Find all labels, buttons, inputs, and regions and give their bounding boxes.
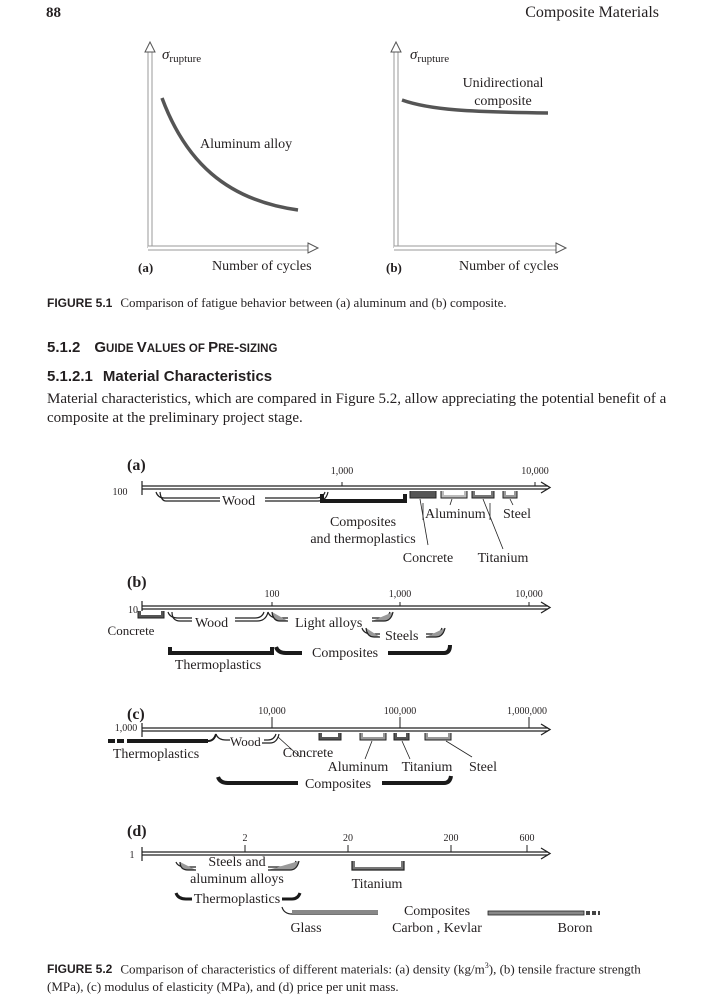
fig52d-thermoplastics-label: Thermoplastics: [193, 892, 281, 907]
figure-5-1-caption: [47, 294, 677, 312]
fig52b-tick-100: 100: [264, 589, 280, 600]
fig52d-tick-200: 200: [443, 833, 459, 844]
fig52a-composites-label-2: and thermoplastics: [310, 532, 416, 547]
fig52a-wood-label: Wood: [222, 494, 256, 509]
fig52a-aluminum-label: Aluminum: [425, 507, 486, 522]
fig51a-y-label: $\sigma_{rupture}$: [162, 47, 202, 65]
fig52a-tick-1000: 1,000: [330, 466, 354, 477]
fig52b-composites-label: Composites: [312, 646, 379, 661]
figure-5-2-caption-sup: 3: [484, 961, 489, 970]
fig52d-glass-label: Glass: [290, 921, 322, 936]
fig52c-titanium-label: Titanium: [401, 760, 453, 775]
fig52c-composites-label: Composites: [304, 777, 372, 792]
fig51a-panel-label: (a): [138, 260, 154, 275]
fig52c-tick-10000: 10,000: [258, 706, 286, 717]
fig52d-label: (d): [127, 823, 147, 840]
fig52b-light-alloys-label: Light alloys: [295, 616, 363, 631]
fig52c-concrete-label: Concrete: [282, 746, 334, 761]
page-number: 88: [46, 5, 61, 21]
body-paragraph: Material characteristics, which are compared in Figure 5.2, allow appreciating the potential benefit of a composite at the preliminary project stage.: [47, 391, 667, 426]
fig51b-curve-label-1: Unidirectional: [462, 76, 544, 91]
section-heading: [47, 339, 277, 356]
fig51b-y-label: $\sigma_{rupture}$: [410, 47, 450, 65]
fig52d-steels-label-1: Steels and: [208, 855, 266, 870]
fig52b-tick-10000: 10,000: [515, 589, 543, 600]
fig52c-tick-100000: 100,000: [383, 706, 417, 717]
fig51a-x-label: Number of cycles: [212, 259, 312, 274]
fig51a-curve-label: Aluminum alloy: [200, 137, 293, 152]
fig51a-curve: [162, 98, 298, 210]
fig52c: [108, 706, 550, 792]
fig52d-boron-label: Boron: [557, 921, 593, 936]
fig52c-thermoplastics-label: Thermoplastics: [112, 747, 200, 762]
figure-5-1-caption-text: Comparison of fatigue behavior between (a) aluminum and (b) composite.: [120, 295, 507, 310]
fig52a: [113, 457, 551, 566]
figure-5-2-caption-text-1: Comparison of characteristics of different materials: (a) density (kg/m: [120, 961, 485, 977]
fig52c-wood-label: Wood: [230, 734, 261, 749]
fig52a-label: (a): [127, 457, 146, 474]
fig52d: [127, 823, 600, 936]
fig52b: [108, 574, 550, 673]
fig52b-steels-label: Steels: [385, 629, 419, 644]
section-title: GUIDE VALUES OF PRE-SIZING: [94, 339, 278, 356]
subsection-heading: [47, 368, 272, 385]
fig52d-carbon-kevlar-label: Carbon , Kevlar: [392, 921, 482, 936]
fig52c-tick-1000: 1,000: [114, 723, 138, 734]
running-title: Composite Materials: [525, 4, 659, 21]
fig52d-steels-label-2: aluminum alloys: [190, 872, 284, 887]
figure-5-1-label: FIGURE 5.1: [47, 296, 113, 310]
fig52d-tick-600: 600: [519, 833, 535, 844]
fig51b-axes: [391, 42, 566, 253]
fig52a-concrete-label: Concrete: [402, 551, 454, 566]
fig52c-label: (c): [127, 706, 145, 723]
fig52b-label: (b): [127, 574, 147, 591]
fig52b-tick-1000: 1,000: [388, 589, 412, 600]
fig52d-titanium-label: Titanium: [351, 877, 403, 892]
subsection-number: 5.1.2.1: [47, 368, 93, 385]
fig52d-tick-1: 1: [129, 850, 135, 861]
fig52c-tick-1000000: 1,000,000: [507, 706, 547, 717]
figure-5-2: [0, 445, 717, 1005]
subsection-title: Material Characteristics: [102, 368, 273, 385]
fig52a-composites-label-1: Composites: [329, 515, 397, 530]
fig52c-aluminum-label: Aluminum: [327, 760, 389, 775]
fig52d-tick-20: 20: [343, 833, 353, 844]
fig52b-thermoplastics-label: Thermoplastics: [174, 658, 262, 673]
figure-5-2-label: FIGURE 5.2: [47, 962, 113, 977]
figure-5-1: [0, 0, 717, 290]
figure-5-2-caption-text-2: ), (b) tensile fracture strength (MPa), (c) modulus of elasticity (MPa), and (d) price per unit mass.: [47, 961, 641, 995]
fig51b-x-label: Number of cycles: [459, 259, 559, 274]
fig52a-tick-10000: 10,000: [521, 466, 549, 477]
fig52a-titanium-label: Titanium: [477, 551, 529, 566]
fig51b-curve-label-2: composite: [474, 94, 532, 109]
fig52b-wood-label: Wood: [195, 616, 229, 631]
section-number: 5.1.2: [47, 339, 81, 356]
fig52b-concrete-label: Concrete: [107, 623, 155, 638]
fig51b-panel-label: (b): [386, 260, 402, 275]
fig52a-steel-label: Steel: [503, 507, 531, 522]
fig52a-tick-100: 100: [112, 487, 128, 498]
fig52c-steel-label: Steel: [469, 760, 497, 775]
fig52d-composites-label: Composites: [403, 904, 471, 919]
fig52b-tick-10: 10: [128, 605, 138, 616]
figure-5-2-caption: [47, 957, 673, 995]
fig52d-tick-2: 2: [242, 833, 248, 844]
